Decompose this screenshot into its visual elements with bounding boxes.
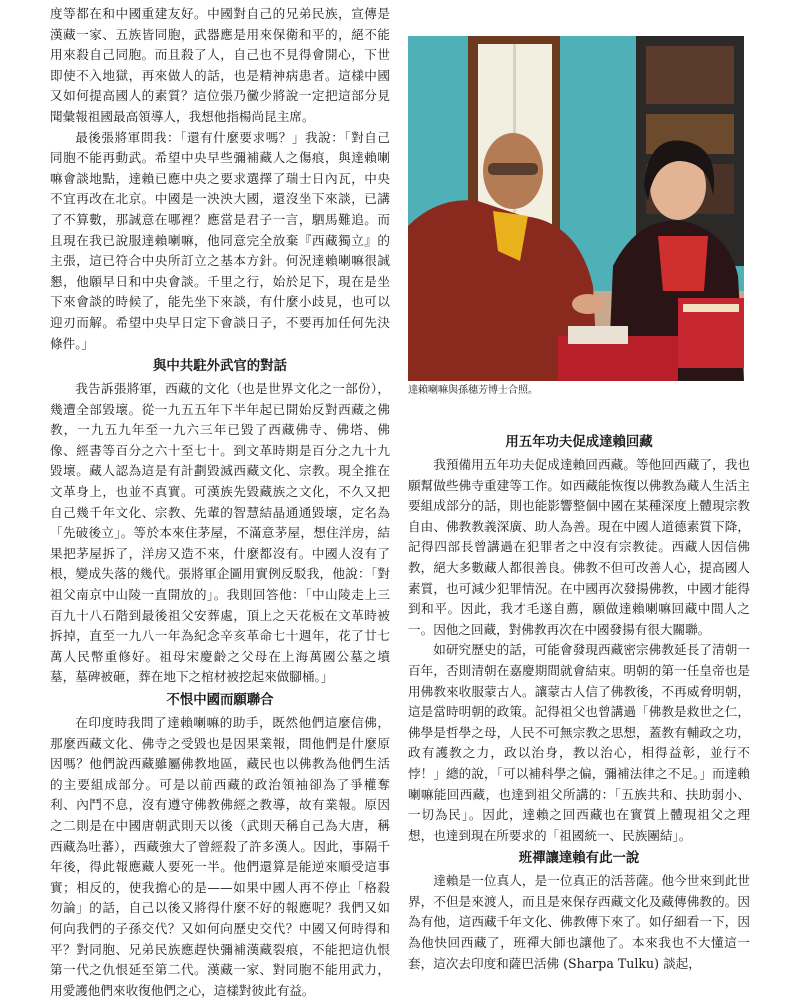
photo-caption: 達賴喇嘛與孫穗芳博士合照。 [408, 385, 538, 396]
paragraph: 我告訴張將軍，西藏的文化（也是世界文化之一部份），幾遭全部毀壞。從一九五五年下半年起已開始反對西藏之佛教，一九五九年至一九六三年已毀了西藏佛寺、佛塔、佛像、經書等百分之六十至七十。到文革時期是百分之九十九毀壞。藏人認為這是有計劃毀滅西藏文化、宗教。現全推在文革身上，也並不真實。可漢族先毀藏族之文化，不久又把自己幾千年文化、宗教、先輩的智慧結晶通通毀壞，定名為「先破後立」。等於本來住茅屋，不滿意茅屋，想住洋房，結果把茅屋拆了，洋房又造不來，什麼都沒有。中國人沒有了根，變成失落的幾代。張將軍企圖用實例反駁我，他說：「對祖父南京中山陵一直開放的」。我則回答他：「中山陵走上三百九十八石階到最後祖父安葬處，頂上之天花板在文革時被拆掉，直至一九八一年為紀念辛亥革命七十週年，花了廿七萬人民幣重修好。祖母宋慶齡之父母在上海萬國公墓之墳墓，墓碑被砸，葬在地下之棺材被挖起來做腳桶。」 [50, 381, 390, 685]
left-column [50, 4, 390, 1001]
paragraph: 在印度時我問了達賴喇嘛的助手，既然他們這麼信佛，那麼西藏文化、佛寺之受毀也是因果業報，問他們是什麼原因嗎？他們說西藏雖屬佛教地區，藏民也以佛教為他們生活的主要組成部分。可是以前西藏的政治領袖卻為了爭權奪利、內鬥不息，沒有遵守佛教佛經之教導，故有業報。原因之二則是在中國唐朝武則天以後（武則天稱自己為大唐，稱西藏為吐蕃），西藏強大了曾經殺了許多漢人。因此，事隔千年後，得此報應藏人要死一半。他們還算是能逆來順受這事實；相反的，使我擔心的是——如果中國人再不停止「格殺勿論」的話，自己以後又將得什麼不好的報應呢？我們又如何向我們的子孫交代？又如何向歷史交代？中國又何時得和平？對同胞、兄弟民族應趕快彌補漢藏裂痕，不能把這仇恨第一代之仇恨延至第二代。漢藏一家、對同胞不能用武力，用愛護他們來收復他們之心，這樣對彼此有益。 [50, 715, 390, 998]
right-column [408, 430, 750, 974]
photo-illustration [408, 36, 744, 381]
paragraph: 達賴是一位真人，是一位真正的活菩薩。他今世來到此世界，不但是來渡人，而且是來保存西藏文化及藏傳佛教的。因為有他，這西藏千年文化、佛教傳下來了。如仔細看一下，因為他快回西藏了，班禪大師也讓他了。本來我也不大懂這一套，這次去印度和薩巴活佛 (Sharpa Tulku) 談起， [408, 873, 750, 971]
photo [408, 36, 744, 381]
paragraph: 如研究歷史的話，可能會發現西藏密宗佛教延長了清朝一百年，否則清朝在嘉慶期間就會結束。明朝的第一任皇帝也是用佛教來收服蒙古人。讓蒙古人信了佛教後，不再威脅明朝，這是當時明朝的政策。記得祖父也曾講過「佛教是救世之仁，佛學是哲學之母，人民不可無宗教之思想，蓋教有輔政之功，政有護教之力，政以治身，教以治心，相得益彰，並行不悖！」總的說，「可以補科學之偏，彌補法律之不足。」而達賴喇嘛能回西藏，也達到祖父所講的：「五族共和、扶助弱小、一切為民」。因此，達賴之回西藏也在實質上體現祖父之理想，也達到現在所要求的「祖國統一、民族團結」。 [408, 642, 750, 843]
section-heading: 與中共駐外武官的對話 [153, 359, 287, 375]
paragraph: 度等都在和中國重建友好。中國對自己的兄弟民族，宣傳是漢藏一家、五族皆同胞，武器應是用來保衛和平的，絕不能用來殺自己同胞。而且殺了人，自己也不見得會開心，下世即使不入地獄，再來做人的話，也是精神病患者。這樣中國又如何提高國人的素質？這位張乃黴少將說一定把這部分見聞彙報祖國最高領導人，我想他指楊尚昆主席。 [50, 6, 390, 124]
section-heading: 不恨中國而願聯合 [166, 693, 274, 708]
section-heading: 用五年功夫促成達賴回藏 [505, 435, 653, 450]
section-heading: 班禪讓達賴有此一說 [518, 851, 640, 867]
paragraph: 最後張將軍問我：「還有什麼要求嗎？」我說：「對自己同胞不能再動武。希望中央早些彌補藏人之傷痕，與達賴喇嘛會談地點，達賴已應中央之要求選擇了瑞士日內瓦，中央不宜再改在北京。中國是一泱泱大國，還沒坐下來談，已講了不算數，那誠意在哪裡？應當是君子一言，駟馬難追。而且現在我已說服達賴喇嘛，他同意完全放棄『西藏獨立』的主張，這已符合中央所訂立之基本方針。何況達賴喇嘛很誠懇，他願早日和中央會談。千里之行，始於足下，現在是坐下來會談的時候了，能先坐下來談，有什麼小歧見，也可以迎刃而解。希望中央早日定下會談日子，不要再加任何先決條件。」 [50, 129, 390, 351]
paragraph: 我預備用五年功夫促成達賴回西藏。等他回西藏了，我也願幫做些佛寺重建等工作。如西藏能恢復以佛教為藏人生活主要組成部分的話，則也能影響整個中國在某種深度上體現宗教自由、佛教教義深廣、助人為善。現在中國人道德素質下降，記得四部長曾講過在犯罪者之中沒有宗教徒。西藏人因信佛教，絕大多數藏人都很善良。佛教不但可改善人心，提高國人素質，也可減少犯罪情況。在中國再次發揚佛教，中國才能得到和平。因此，我才毛遂自薦，願做達賴喇嘛回藏中間人之一。因他之回藏，對佛教再次在中國發揚有很大關聯。 [408, 457, 750, 637]
